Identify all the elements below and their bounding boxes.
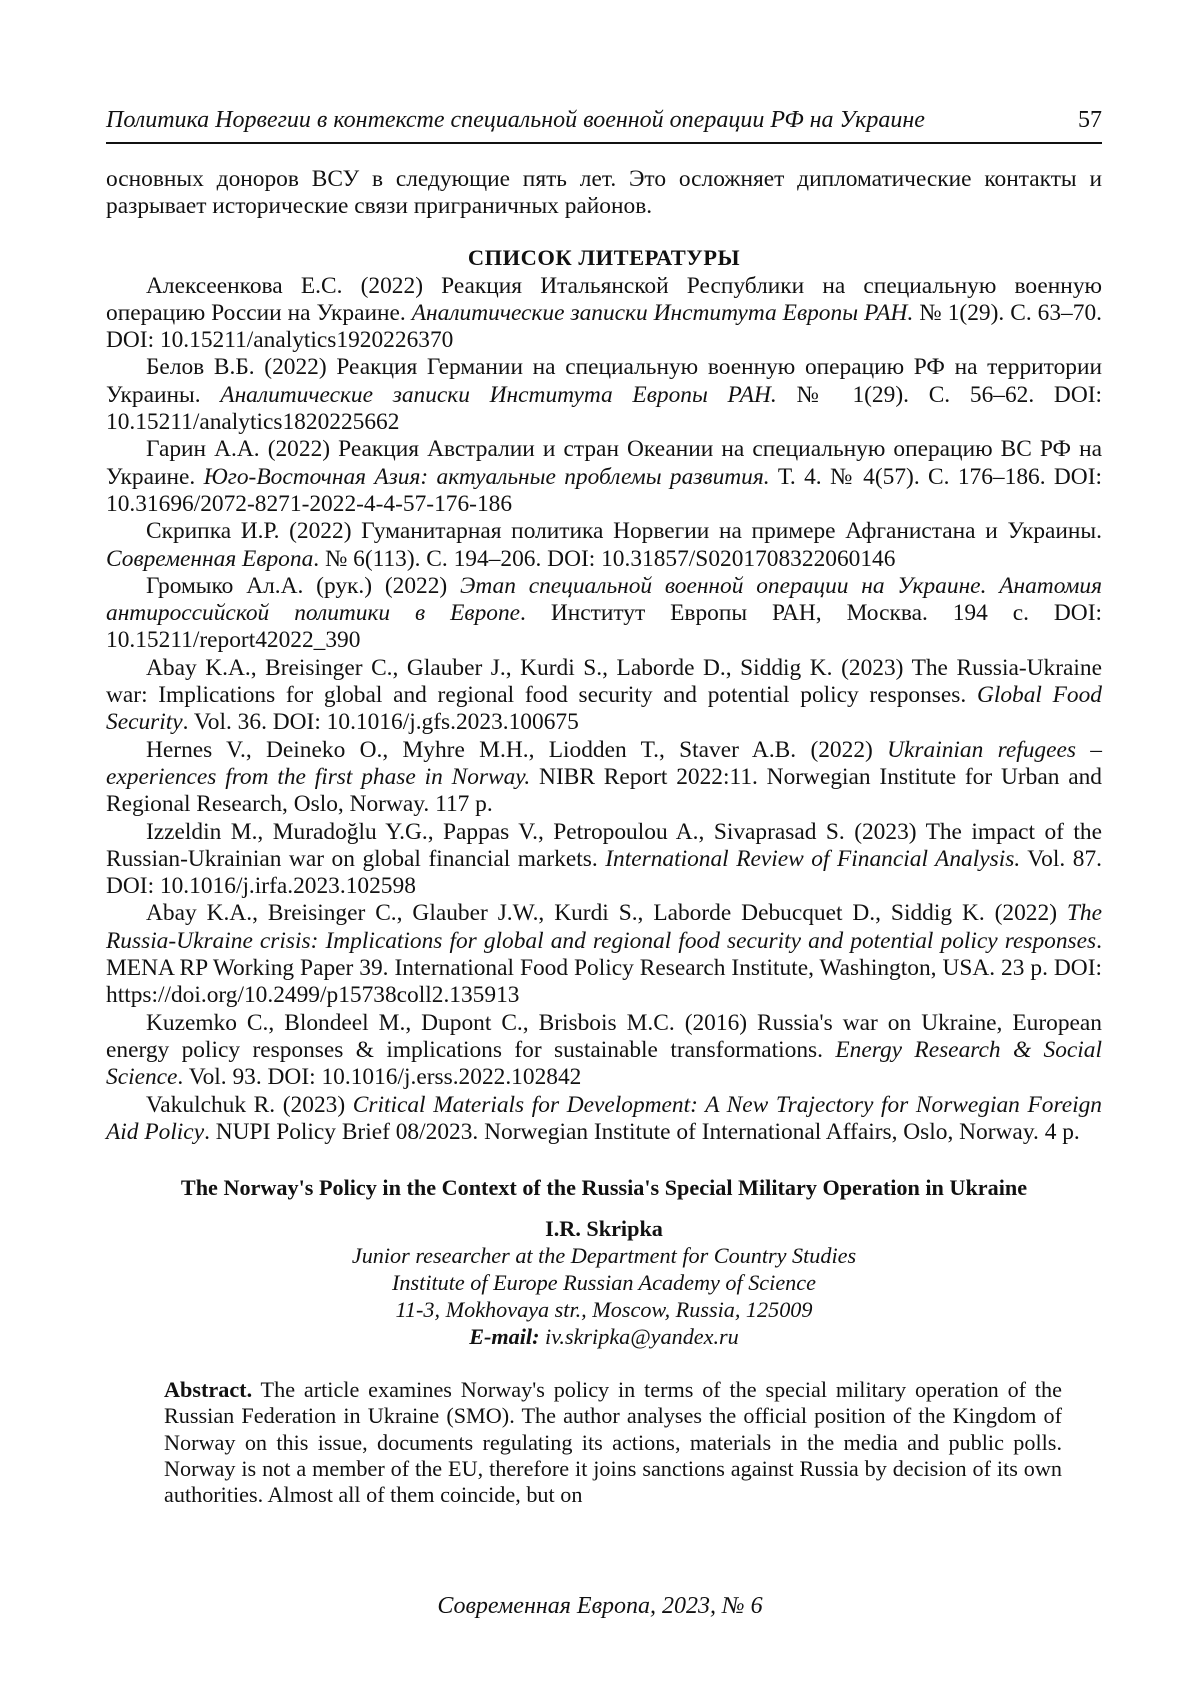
running-title: Политика Норвегии в контексте специальной военной операции РФ на Украине — [106, 107, 925, 133]
affiliation-address: 11-3, Mokhovaya str., Moscow, Russia, 125009 — [395, 1297, 813, 1323]
reference-pre-text: Гарин А.А. (2022) Реакция Австралии и стран Океании на специальную операцию ВС РФ на Украине. — [106, 436, 1102, 490]
reference-post-text: № 1(29). С. 63–70. DOI: 10.15211/analytics1920226370 — [106, 299, 1102, 354]
reference-source: Аналитические записки Института Европы РАН. — [411, 299, 914, 326]
affiliation-institute: Institute of Europe Russian Academy of Science — [392, 1270, 816, 1296]
reference-source: Аналитические записки Института Европы РАН. — [220, 381, 777, 408]
reference-item — [106, 573, 1102, 655]
reference-pre-text: Kuzemko C., Blondeel M., Dupont C., Brisbois M.C. (2016) Russia's war on Ukraine, European energy policy responses & implications for sustainable transformations. — [106, 1009, 1102, 1063]
reference-post-text: . MENA RP Working Paper 39. International Food Policy Research Institute, Washington, USA. 23 p. DOI: https://doi.org/10.2499/p15738coll2.135913 — [106, 927, 1102, 1009]
page-content — [106, 166, 1102, 1509]
reference-source: Этап специальной военной операции на Украине. Анатомия антироссийской политики в Европе — [106, 572, 1102, 627]
abstract-label: Abstract. — [164, 1377, 253, 1403]
reference-pre-text: Abay K.A., Breisinger C., Glauber J.W., Kurdi S., Laborde Debucquet D., Siddig K. (2022) — [146, 900, 1067, 927]
reference-item — [106, 354, 1102, 436]
reference-post-text: . NUPI Policy Brief 08/2023. Norwegian Institute of International Affairs, Oslo, Norway. 4 p. — [204, 1118, 1080, 1145]
reference-list — [106, 273, 1102, 1147]
reference-source: Global Food Security — [106, 682, 1102, 736]
reference-item — [106, 819, 1102, 901]
reference-item — [106, 436, 1102, 518]
reference-source: Critical Materials for Development: A New Trajectory for Norwegian Foreign Aid Policy — [106, 1091, 1102, 1145]
reference-item — [106, 1010, 1102, 1092]
reference-source: International Review of Financial Analysis. — [605, 845, 1021, 872]
reference-item — [106, 655, 1102, 737]
reference-item — [106, 1092, 1102, 1147]
header-rule — [106, 142, 1102, 144]
reference-source: The Russia-Ukraine crisis: Implications for global and regional food security and potential policy responses — [106, 900, 1102, 954]
intro-paragraph: основных доноров ВСУ в следующие пять лет. Это осложняет дипломатические контакты и разрывает исторические связи приграничных районов. — [106, 166, 1102, 220]
reference-source: Ukrainian refugees – experiences from the first phase in Norway. — [106, 736, 1102, 790]
intro-section — [106, 166, 1102, 221]
reference-pre-text: Abay K.A., Breisinger C., Glauber J., Kurdi S., Laborde D., Siddig K. (2023) The Russia-Ukraine war: Implications for global and regional food security and potential policy responses. — [106, 654, 1102, 709]
reference-post-text: . Институт Европы РАН, Москва. 194 с. DOI: 10.15211/report42022_390 — [106, 600, 1102, 654]
reference-pre-text: Vakulchuk R. (2023) — [146, 1091, 353, 1118]
email-line — [106, 1323, 1102, 1350]
reference-post-text: . № 6(113). С. 194–206. DOI: 10.31857/S0201708322060146 — [313, 545, 896, 572]
reference-post-text: . Vol. 93. DOI: 10.1016/j.erss.2022.102842 — [177, 1064, 582, 1091]
reference-pre-text: Izzeldin M., Muradoğlu Y.G., Pappas V., Petropoulou A., Sivaprasad S. (2023) The impact of the Russian-Ukrainian war on global financial markets. — [106, 818, 1102, 872]
references-title: СПИСОК ЛИТЕРАТУРЫ — [467, 244, 741, 270]
reference-item — [106, 737, 1102, 819]
page-number: 57 — [1078, 107, 1102, 133]
author-block — [106, 1215, 1102, 1350]
reference-pre-text: Громыко Ал.А. (рук.) (2022) — [146, 572, 461, 599]
reference-item — [106, 900, 1102, 1009]
abstract-text: The article examines Norway's policy in terms of the special military operation of the Russian Federation in Ukraine (SMO). The author analyses the official position of the Kingdom of Norway on this issue, documents regulating its actions, materials in the media and public polls. Norway is not a member of the EU, therefore it joins sanctions against Russia by decision of its own authorities. Almost all of them coincide, but on — [164, 1377, 1062, 1508]
reference-pre-text: Скрипка И.Р. (2022) Гуманитарная политика Норвегии на примере Афганистана и Украины. — [146, 518, 1102, 545]
reference-post-text: № 1(29). С. 56–62. DOI: 10.15211/analytics1820225662 — [106, 381, 1102, 436]
abstract-paragraph — [164, 1377, 1062, 1508]
abstract-section — [106, 1377, 1102, 1508]
reference-source: Юго-Восточная Азия: актуальные проблемы развития. — [203, 463, 770, 490]
author-name: I.R. Skripka — [545, 1216, 663, 1242]
running-header — [106, 106, 1102, 134]
affiliation-position: Junior researcher at the Department for Country Studies — [351, 1243, 857, 1269]
reference-pre-text: Hernes V., Deineko O., Myhre M.H., Liodden T., Staver A.B. (2022) — [146, 736, 888, 763]
reference-pre-text: Алексеенкова Е.С. (2022) Реакция Итальянской Республики на специальную военную операцию России на Украине. — [106, 272, 1102, 326]
reference-post-text: Т. 4. № 4(57). С. 176–186. DOI: 10.31696/2072-8271-2022-4-4-57-176-186 — [106, 463, 1102, 517]
email-label: E-mail: — [469, 1324, 540, 1350]
reference-source: Современная Европа — [106, 545, 314, 572]
reference-post-text: NIBR Report 2022:11. Norwegian Institute for Urban and Regional Research, Oslo, Norway. 117 p. — [106, 763, 1103, 818]
reference-item — [106, 518, 1102, 573]
reference-item — [106, 273, 1102, 355]
journal-footer: Современная Европа, 2023, № 6 — [437, 1593, 763, 1619]
email-address: iv.skripka@yandex.ru — [545, 1324, 739, 1350]
reference-post-text: . Vol. 36. DOI: 10.1016/j.gfs.2023.100675 — [182, 709, 579, 736]
reference-pre-text: Белов В.Б. (2022) Реакция Германии на специальную военную операцию РФ на территории Украины. — [106, 354, 1102, 408]
reference-post-text: Vol. 87. DOI: 10.1016/j.irfa.2023.102598 — [106, 845, 1102, 900]
reference-source: Energy Research & Social Science — [106, 1036, 1102, 1091]
english-article-title: The Norway's Policy in the Context of the Russia's Special Military Operation in Ukraine — [180, 1175, 1028, 1201]
